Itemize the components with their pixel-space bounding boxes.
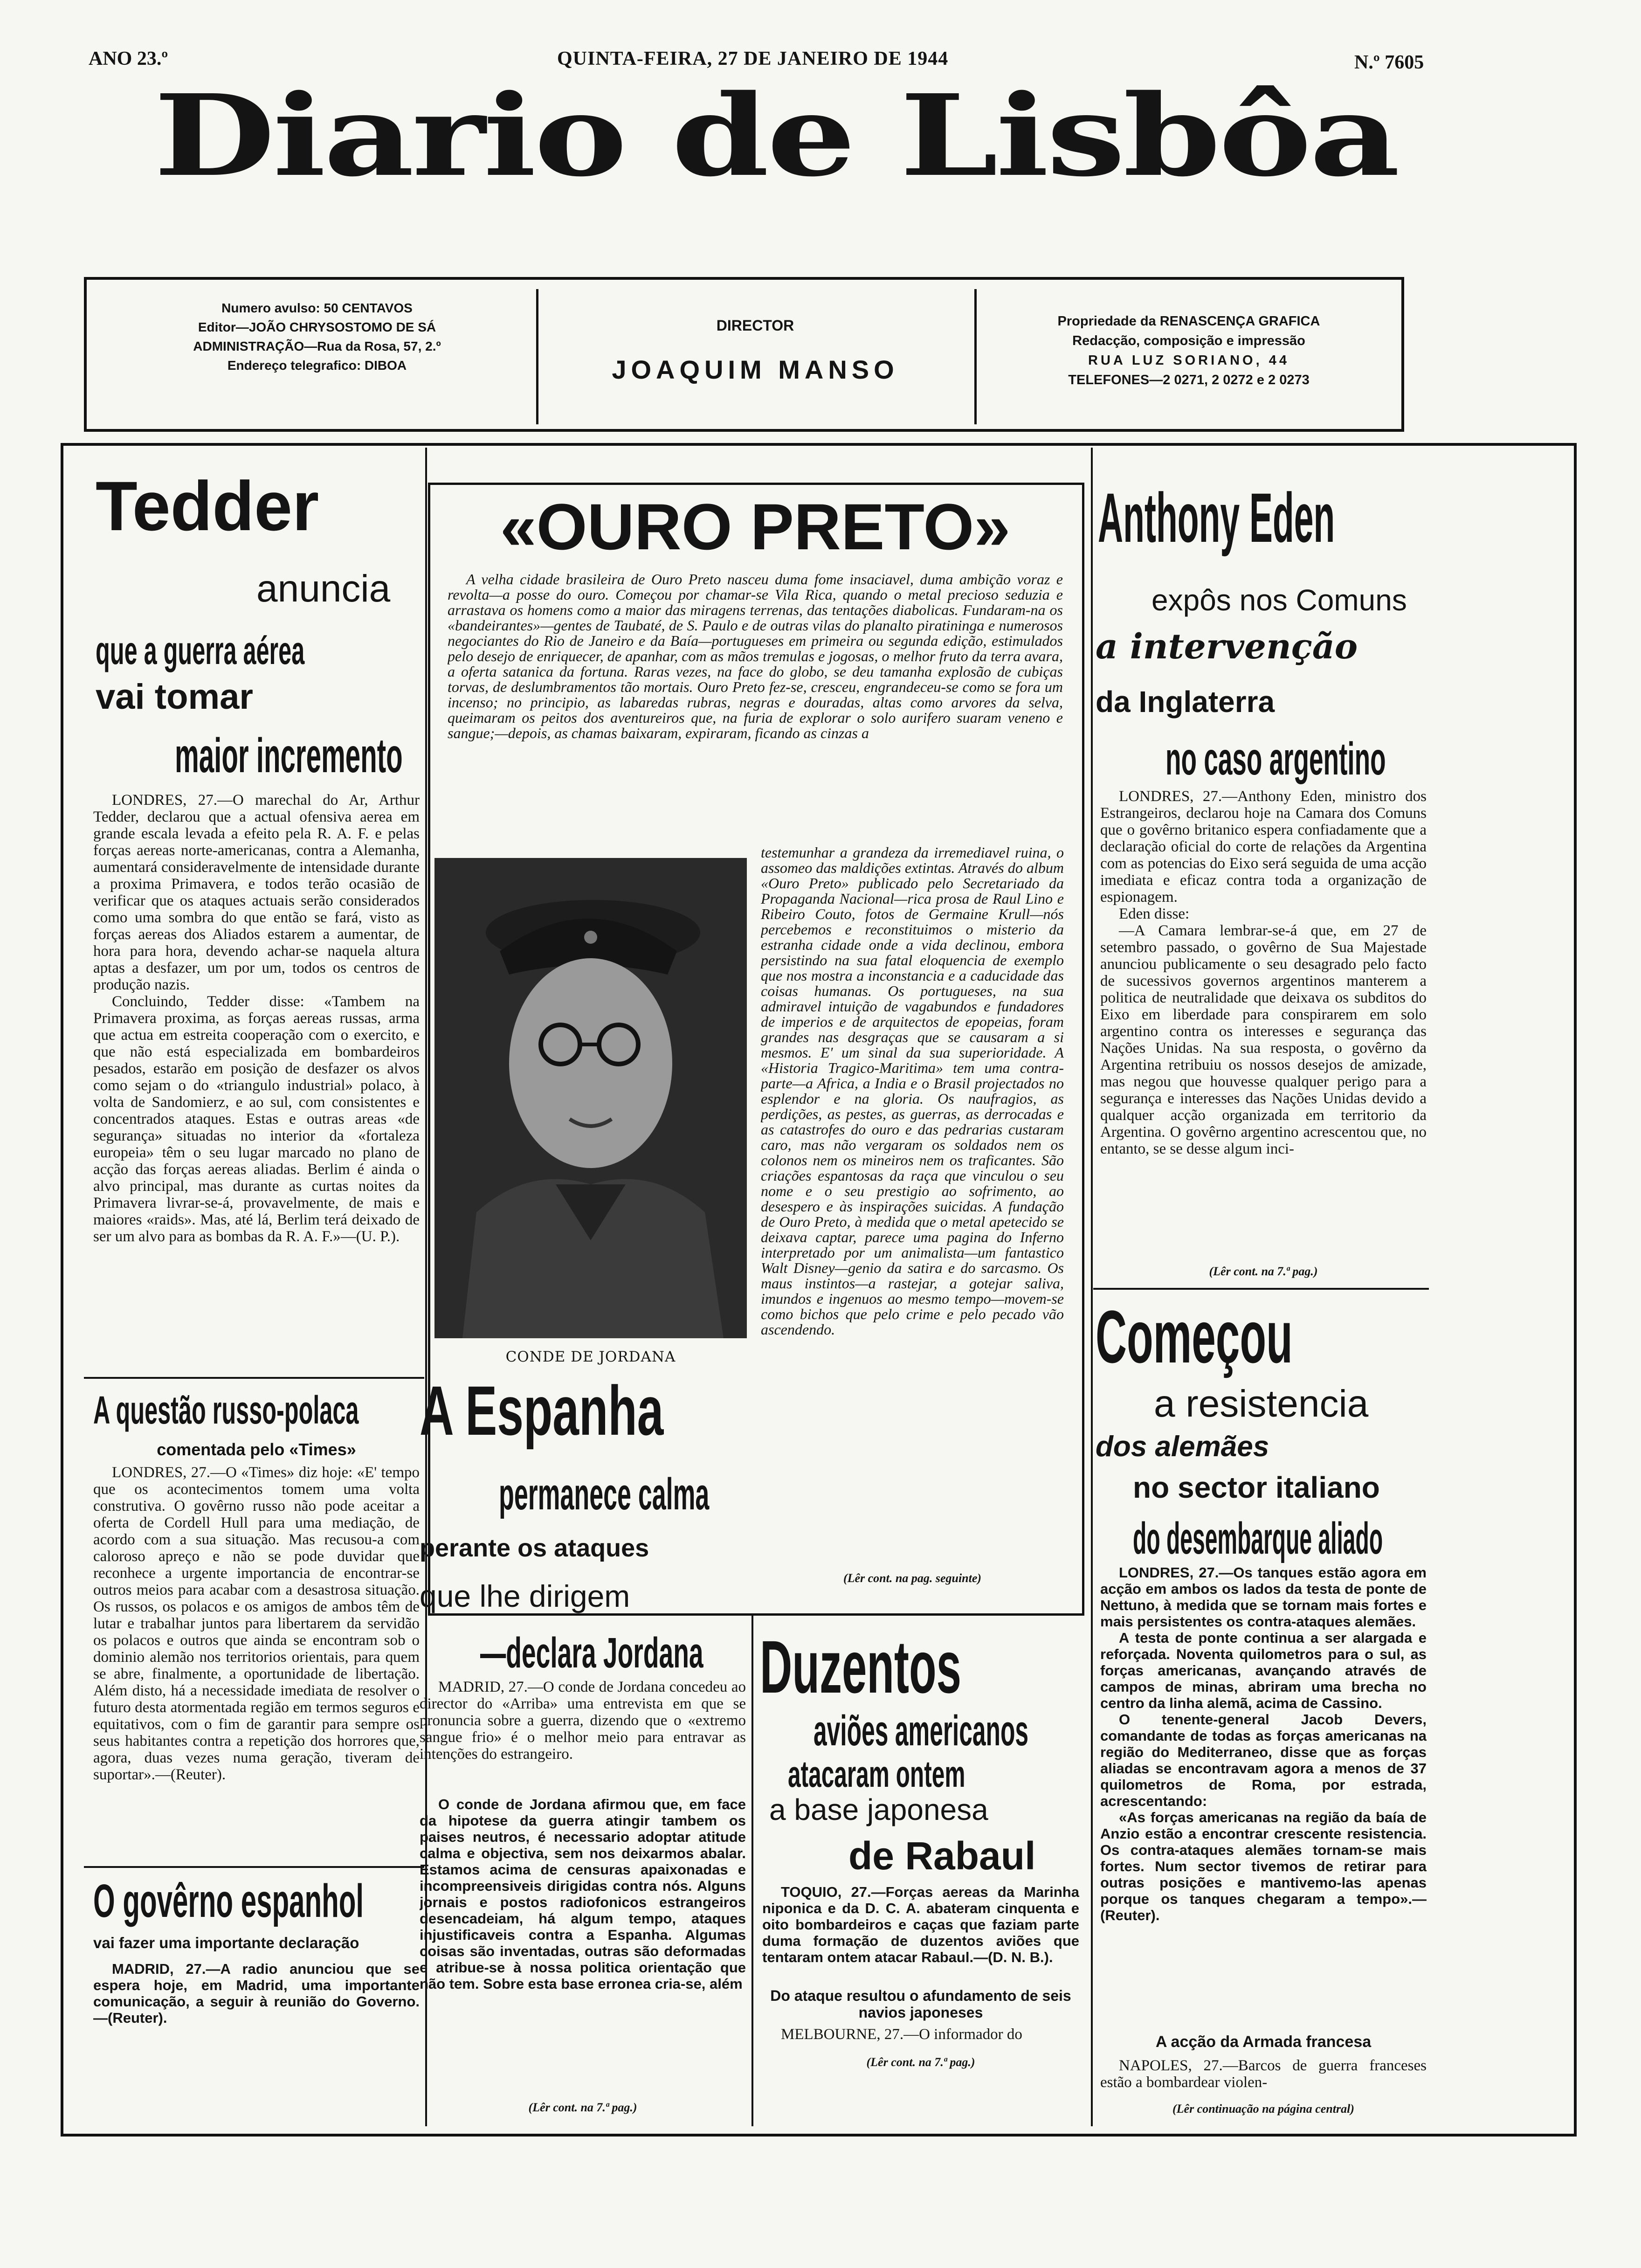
issue-number: N.º 7605 bbox=[1354, 52, 1424, 73]
duzentos-sub-base: a base japonesa bbox=[769, 1793, 988, 1826]
espanha-paragraph-1: MADRID, 27.—O conde de Jordana concedeu ao director do «Arriba» uma entrevista em que se pronuncia sobre a guerra, dizendo que o «extremo sangue frio» é o melhor meio para entravar as intenções do estrangeiro. bbox=[420, 1679, 746, 1763]
duzentos-melbourne: MELBOURNE, 27.—O informador do bbox=[781, 2026, 1022, 2043]
duzentos-sub-avioes: aviões americanos bbox=[814, 1707, 1029, 1755]
comecou-napoles: NAPOLES, 27.—Barcos de guerra franceses estão a bombardear violen- bbox=[1100, 2057, 1427, 2091]
ouro-preto-continued: testemunhar a grandeza da irremediavel ruina, o assomeo das maldições extintas. Através do album «Ouro Preto» publicado pelo Secretariado da Propaganda Nacional—rica prosa de Raul Lino e Ribeiro Couto, fotos de Germaine Krull—nós percebemos e reconstituimos o misterio da estranha cidade onde a vida declinou, embora persistindo na sua fatal eloquencia de exemplo que nos mostra a inconstancia e a caducidade das coisas humanas. Os portugueses, na sua admiravel intuição de vagabundos e fundadores de imperios e de arquitectos de epopeias, foram grandes nas desgraças que se causaram a si mesmos. E' um sinal da sua superioridade. A «Historia Tragico-Maritima» tem uma contra-parte—a Africa, a India e o Brasil projectados no esplendor e na gloria. Os naufragios, as perdições, as pestes, as guerras, as derrocadas e as catastrofes do ouro e das pedrarias custaram caro, mas não vergaram os soldados nem os colonos nem os mineiros nem os traficantes. São criações espantosas da raça que vinculou o seu nome e o seu prestigio ao sofrimento, ao desespero e às inspirações suicidas. A fundação de Ouro Preto, à medida que o metal apetecido se deixava captar, parece uma pagina do Inferno interpretado por um animalista—um fantastico Walt Disney—genio da satira e do sarcasmo. Os maus instintos—a rastejar, a gotejar saliva, imundos e ingenuos ao mesmo tempo—movem-se como bichos que pelo crime e pelo pecado vão ascendendo. bbox=[761, 845, 1064, 1338]
tedder-sub-incremento: maior incremento bbox=[175, 729, 403, 783]
tedder-sub-anuncia: anuncia bbox=[256, 567, 391, 610]
eden-paragraph-2: Eden disse: bbox=[1119, 906, 1190, 922]
director-name: JOAQUIM MANSO bbox=[612, 355, 899, 384]
ouro-preto-intro: A velha cidade brasileira de Ouro Preto nasceu duma fome insaciavel, duma ambição voraz e revolta—a posse do ouro. Começou por chamar-se Vila Rica, quando o metal precioso seduzia e arrastava os homens como a maior das miragens terrenas, das tentações diabolicas. Fundaram-na os «bandeirantes»—gentes de Taubaté, de S. Paulo e de outras vilas do planalto piratininga e numerosos negociantes do Rio de Janeiro e da Baía—portugueses em primeira ou segunda edição, estimulados pelo desejo de enriquecer, de apanhar, com as mãos tremulas e jogosas, o melhor fruto da terra avara, a oferta satanica da fortuna. Raras vezes, na face do globo, se deu tamanha explosão de cubiças torvas, de deslumbramentos tão mortais. Ouro Preto fez-se, cresceu, engrandeceu-se como se fora um incenso; no principio, as labaredas rubras, negras e douradas, altas como arvores da selva, queimaram os peitos dos aventureiros que, na furia de explorar o solo aurifero suaram veneno e sangue;—depois, as chamas baixaram, expiraram, ficando as cinzas a bbox=[448, 572, 1063, 741]
jordana-photo bbox=[434, 858, 747, 1338]
info-price: Numero avulso: 50 CENTAVOS bbox=[221, 301, 413, 315]
eden-sub-intervencao: a intervenção bbox=[1096, 627, 1358, 667]
ouro-preto-headline: «OURO PRETO» bbox=[500, 490, 1011, 563]
ouro-preto-continuation: (Lêr cont. na pag. seguinte) bbox=[843, 1571, 982, 1585]
duzentos-subhead: Do ataque resultou o afundamento de seis navios japoneses bbox=[770, 1987, 1071, 2021]
comecou-headline: Começou bbox=[1096, 1295, 1293, 1378]
espanha-paragraph-2: O conde de Jordana afirmou que, em face da hipotese da guerra atingir tambem os paises neutros, é necessario adoptar atitude calma e objectiva, sem nos deixarmos abalar. Estamos acima de censuras apaixonadas e incompreensiveis dirigidas contra nós. Alguns jornais e postos radiofonicos estrangeiros desencadeiam, há algum tempo, ataques injustificaveis contra a Espanha. Algumas coisas são inventadas, outras são deformadas e atribue-se à nossa politica orientação que não tem. Sobre esta base erronea cria-se, além bbox=[420, 1796, 746, 1992]
comecou-body bbox=[1100, 1564, 1427, 1923]
eden-headline: Anthony Eden bbox=[1098, 478, 1335, 557]
espanha-sub-dirigem: que lhe dirigem bbox=[420, 1579, 630, 1613]
comecou-sub-desembarque: do desembarque aliado bbox=[1133, 1514, 1383, 1563]
duzentos-continuation: (Lêr cont. na 7.ª pag.) bbox=[866, 2055, 975, 2069]
eden-continuation: (Lêr cont. na 7.ª pag.) bbox=[1209, 1265, 1318, 1278]
duzentos-sub-atacaram: atacaram ontem bbox=[788, 1753, 965, 1795]
eden-sub-argentino: no caso argentino bbox=[1165, 733, 1386, 784]
duzentos-sub-rabaul: de Rabaul bbox=[848, 1834, 1036, 1878]
info-right bbox=[984, 311, 1394, 390]
espanha-sub-jordana: —declara Jordana bbox=[480, 1629, 703, 1677]
governo-headline: O govêrno espanhol bbox=[93, 1875, 364, 1927]
eden-paragraph-3: —A Camara lembrar-se-á que, em 27 de setembro passado, o govêrno de Sua Majestade anunciou publicamente o seu desagrado pelo facto de sucessivos governos argentinos manterem a politica de neutralidade que deixava os subditos do Eixo em liberdade para conspirarem em solo argentino contra os interesses e segurança das Nações Unidas. Na sua resposta, o govêrno da Argentina retribuiu os nossos desejos de amizade, mas negou que houvesse qualquer perigo para a segurança e interesses das Nações Unidas devido a qualquer acção organizada em territorio da Argentina. O govêrno argentino acrescentou que, no entanto, se se desse algum inci- bbox=[1100, 922, 1427, 1157]
comecou-sub-resistencia: a resistencia bbox=[1154, 1383, 1369, 1425]
info-left bbox=[107, 298, 527, 375]
info-street: RUA LUZ SORIANO, 44 bbox=[1088, 353, 1289, 368]
info-phones: TELEFONES—2 0271, 2 0272 e 2 0273 bbox=[1068, 373, 1310, 387]
info-owner: Propriedade da RENASCENÇA GRAFICA bbox=[1057, 314, 1320, 329]
info-administration: ADMINISTRAÇÃO—Rua da Rosa, 57, 2.º bbox=[193, 339, 441, 353]
questao-subhead: comentada pelo «Times» bbox=[157, 1440, 356, 1459]
questao-headline: A questão russo-polaca bbox=[93, 1388, 359, 1432]
portrait-illustration bbox=[434, 858, 747, 1338]
tedder-paragraph-2: Concluindo, Tedder disse: «Tambem na Primavera proxima, as forças aereas russas, arma que actua em estreita cooperação com o exercito, e que não está especializada em bombardeiros pesados, estarão em posição de desfazer os alvos como sejam o do «triangulo industrial» polaco, à volta de Sandomierz, e ao sul, com consistentes e concentrados ataques. Estas e outras areas «de segurança» situadas no interior da «fortaleza europeia» têm o seu lugar marcado no plano de acção das forças aereas aliadas. Berlim é ainda o alvo principal, mas durante as curtas noites da Primavera livrar-se-á, provavelmente, de mais e maiores «raids». Mas, até lá, Berlim terá deixado de ser um alvo para as bombas da R. A. F.»—(U. P.). bbox=[93, 993, 420, 1245]
comecou-paragraph-4: «As forças americanas na região da baía de Anzio estão a encontrar crescente resistencia. Os contra-ataques alemães tornam-se mais fortes. Num sector tivemos de retirar para outras posições e mantivemo-las apenas porque os tanques chegaram a tempo».—(Reuter). bbox=[1100, 1809, 1427, 1923]
info-telegraph: Endereço telegrafico: DIBOA bbox=[227, 358, 407, 373]
comecou-paragraph-2: A testa de ponte continua a ser alargada e reforçada. Noventa quilometros para o sul, as forças americanas, avançando através de campos de minas, abriram uma brecha no centro da linha alemã, acima de Cassino. bbox=[1100, 1630, 1427, 1711]
governo-body: MADRID, 27.—A radio anunciou que se espera hoje, em Madrid, uma importante comunicação, a seguir à reunião do Governo.—(Reuter). bbox=[93, 1961, 420, 2026]
tedder-headline: Tedder bbox=[96, 467, 319, 545]
questao-body: LONDRES, 27.—O «Times» diz hoje: «E' tempo que os acontecimentos tomem uma volta construtiva. O govêrno russo não pode aceitar a oferta de Cordell Hull para uma mediação, de acordo com a sua situação. Mas recusou-a com caloroso apreço e não se pode duvidar que reconhece a urgente importancia de encontrar-se outros meios para acabar com a desastrosa situação. Os russos, os polacos e os amigos de ambos têm de lutar e trabalhar juntos para libertarem da servidão os polacos e outros que ainda se encontram sob o dominio alemão nos territorios orientais, para quem se abre, finalmente, a oportunidade de libertação. Além disto, há a necessidade imediata de resolver o futuro desta atormentada região em termos seguros e equitativos, com o fim de garantir para sempre os seus habitantes contra a repetição dos horrores que, agora, duas vezes numa geração, tiveram de suportar».—(Reuter). bbox=[93, 1464, 420, 1783]
duzentos-body: TOQUIO, 27.—Forças aereas da Marinha niponica e da D. C. A. abateram cinquenta e oito bombardeiros e caças que faziam parte duma formação de duzentos aviões que tentaram ontem atacar Rabaul.—(D. N. B.). bbox=[762, 1884, 1079, 1965]
comecou-paragraph-3: O tenente-general Jacob Devers, comandante de todas as forças americanas na região do Mediterraneo, disse que as forças aliadas se encontravam agora a menos de 37 quilometros de Roma, por estrada, acrescentando: bbox=[1100, 1711, 1427, 1809]
issue-date: QUINTA-FEIRA, 27 DE JANEIRO DE 1944 bbox=[557, 48, 949, 69]
eden-sub-inglaterra: da Inglaterra bbox=[1096, 685, 1275, 719]
comecou-continuation: (Lêr continuação na página central) bbox=[1172, 2102, 1354, 2116]
espanha-sub-calma: permanece calma bbox=[499, 1469, 710, 1519]
tedder-paragraph-1: LONDRES, 27.—O marechal do Ar, Arthur Tedder, declarou que a actual ofensiva aerea em grande escala levada a efeito pela R. A. F. e pelas forças aereas norte-americanas, contra a Alemanha, aumentará consideravelmente de intensidade durante a proxima Primavera, e todos terão ocasião de verificar que os ataques actuais serão considerados como uma sombra do que então se fará, visto as forças aereas dos Aliados estarem a aumentar, de hora para hora, devendo achar-se naquela altura aptas a desfazer, um por um, todos os centros de produção nazis. bbox=[93, 792, 420, 993]
info-editor: Editor—JOÃO CHRYSOSTOMO DE SÁ bbox=[198, 320, 436, 334]
director-label: DIRECTOR bbox=[716, 317, 794, 334]
governo-subhead: vai fazer uma importante declaração bbox=[93, 1934, 359, 1951]
tedder-sub-vai-tomar: vai tomar bbox=[96, 677, 253, 717]
comecou-paragraph-1: LONDRES, 27.—Os tanques estão agora em acção em ambos os lados da testa de ponte de Nettuno, à medida que se tornam mais fortes e mais persistentes os contra-ataques alemães. bbox=[1100, 1564, 1427, 1630]
eden-sub-comuns: expôs nos Comuns bbox=[1151, 583, 1407, 617]
comecou-sub-alemaes: dos alemães bbox=[1096, 1431, 1269, 1463]
eden-body bbox=[1100, 788, 1427, 1157]
info-redaction: Redacção, composição e impressão bbox=[1072, 333, 1305, 348]
espanha-sub-ataques: perante os ataques bbox=[420, 1534, 649, 1562]
issue-year: ANO 23.º bbox=[89, 48, 168, 69]
comecou-sub-sector: no sector italiano bbox=[1133, 1471, 1380, 1504]
eden-paragraph-1: LONDRES, 27.—Anthony Eden, ministro dos Estrangeiros, declarou hoje na Camara dos Comuns que o govêrno britanico espera confiadamente que a declaração oficial do corte de relações da Argentina com as potencias do Eixo será seguida de uma acção imediata e eficaz contra toda a organização de espionagem. bbox=[1100, 788, 1427, 906]
espanha-continuation: (Lêr cont. na 7.ª pag.) bbox=[528, 2101, 637, 2114]
photo-caption: CONDE DE JORDANA bbox=[505, 1348, 676, 1365]
espanha-headline: A Espanha bbox=[420, 1371, 664, 1450]
duzentos-headline: Duzentos bbox=[760, 1625, 961, 1708]
tedder-body bbox=[93, 792, 420, 1245]
comecou-subhead: A acção da Armada francesa bbox=[1155, 2033, 1372, 2051]
masthead-title: Diario de Lisbôa bbox=[154, 70, 1398, 201]
tedder-sub-guerra: que a guerra aérea bbox=[96, 629, 305, 672]
